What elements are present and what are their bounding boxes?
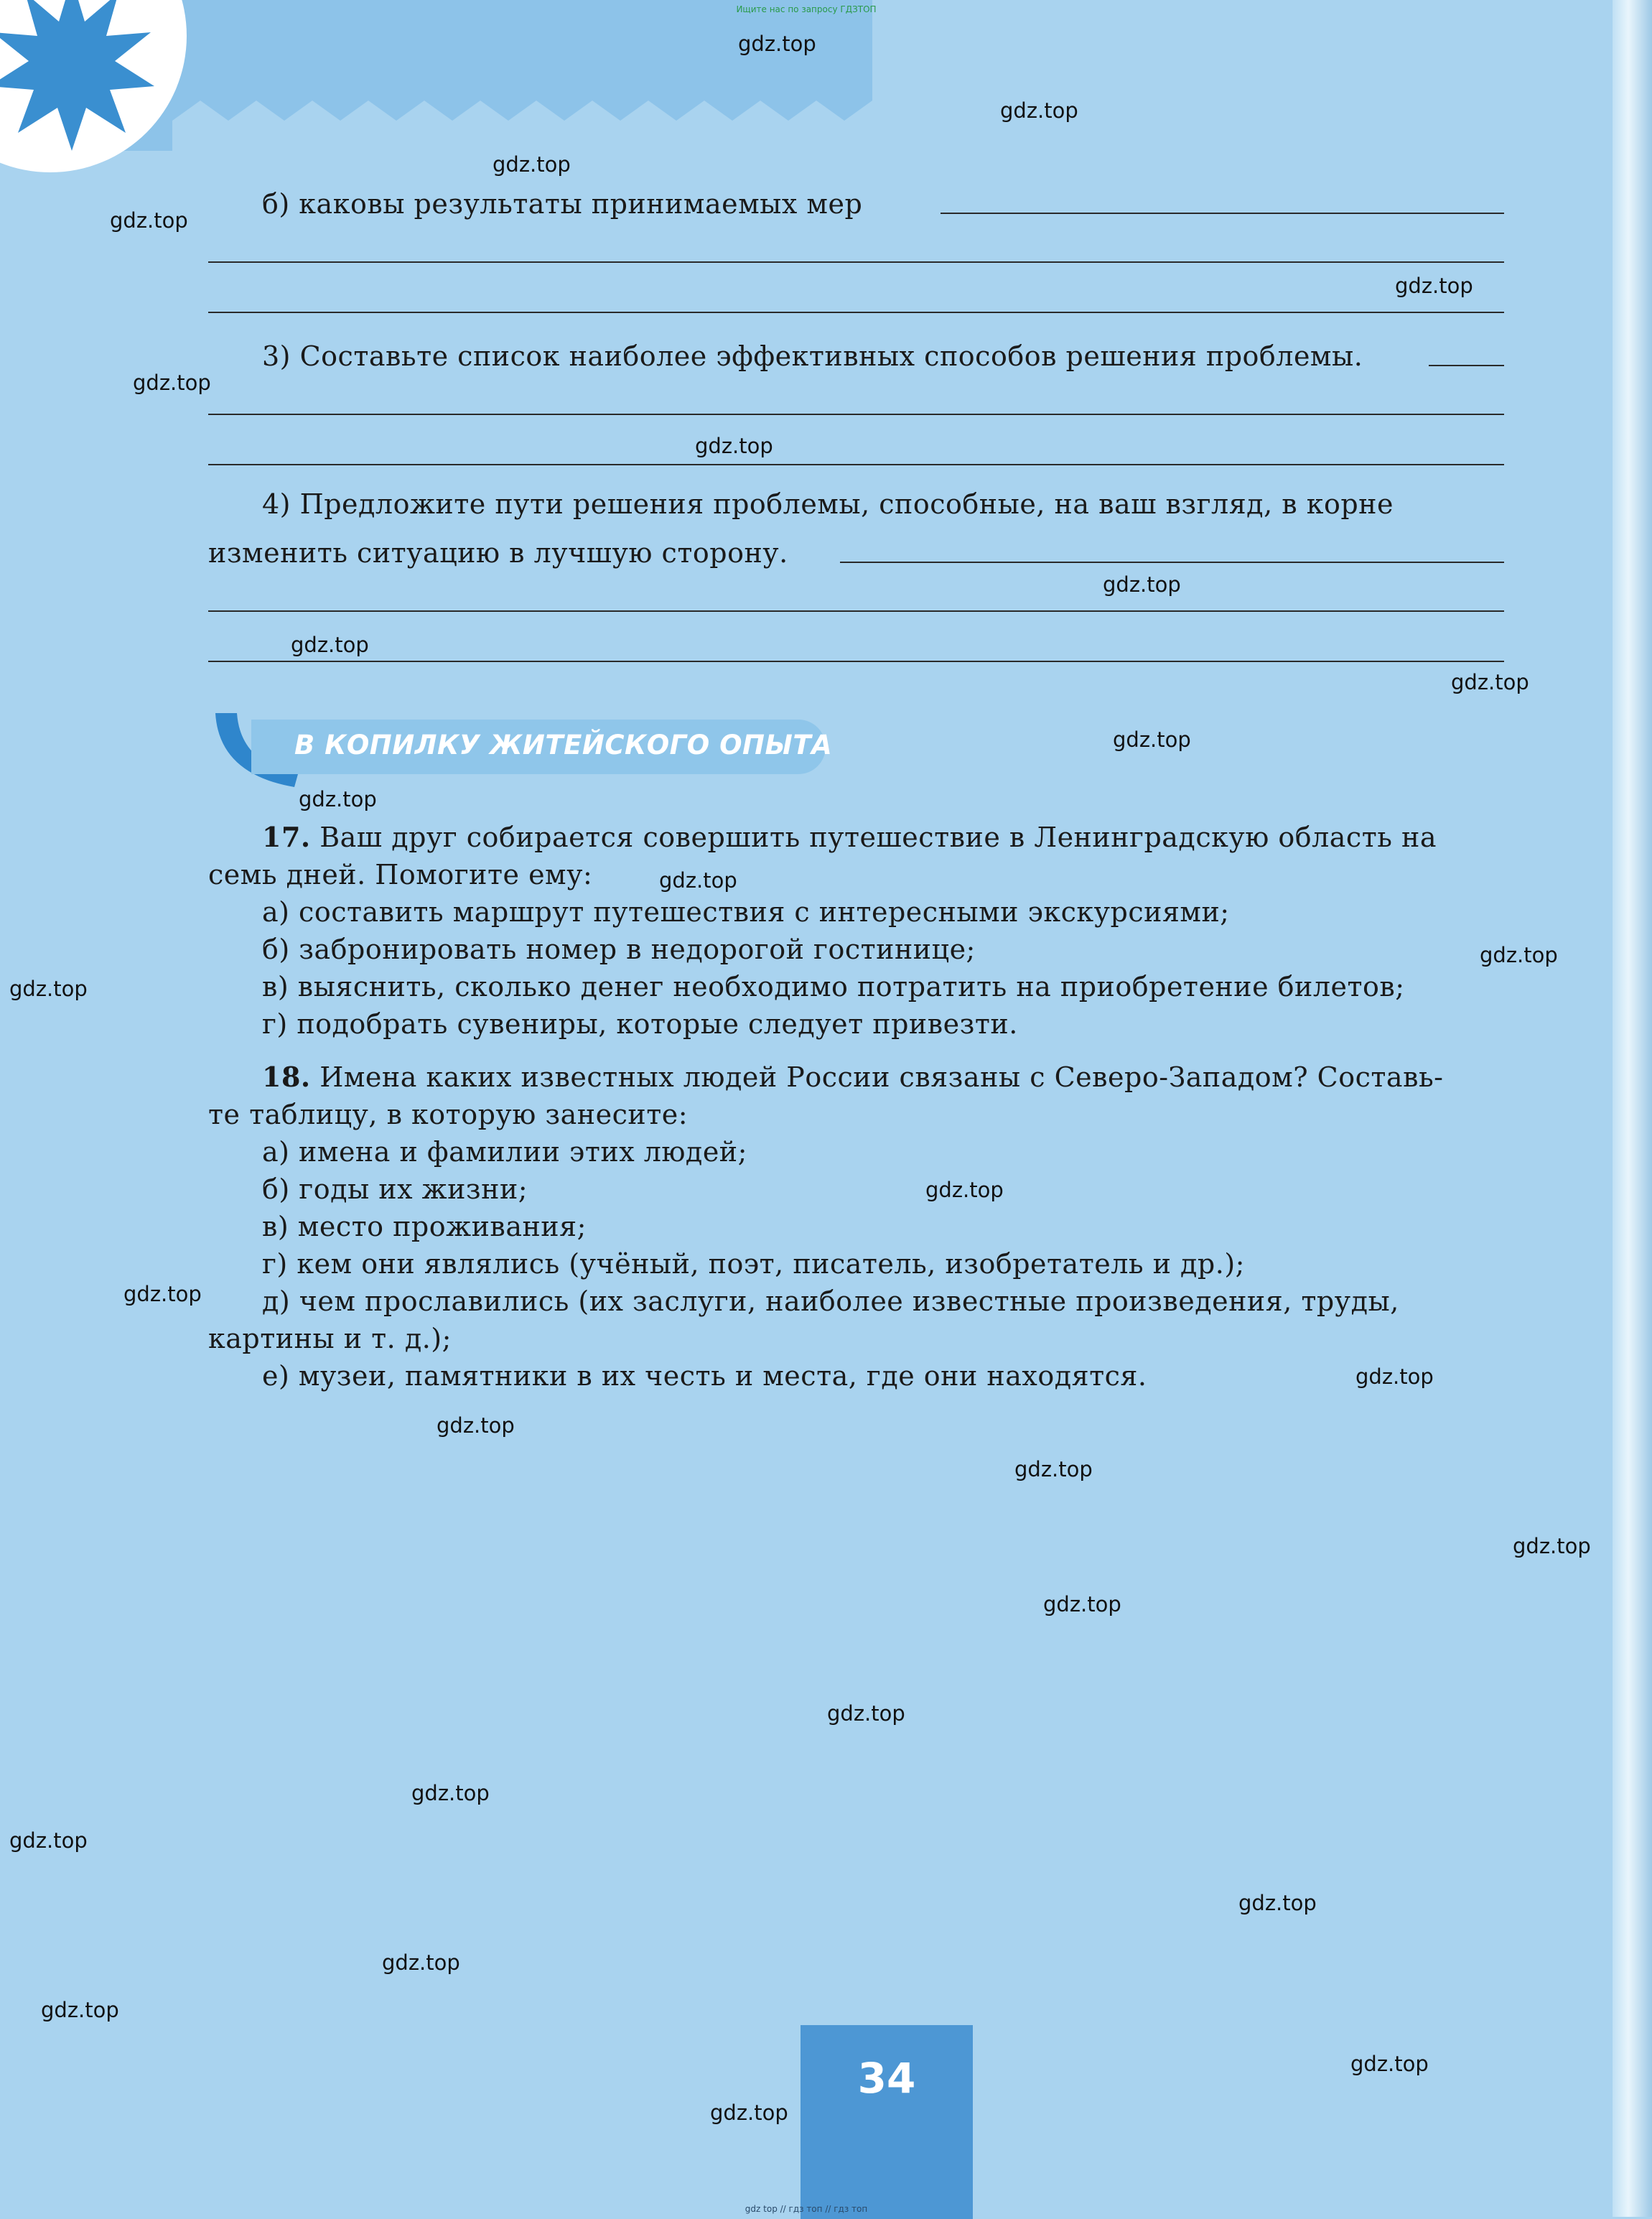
watermark: gdz.top — [1513, 1534, 1591, 1558]
task-line-b: б) каковы результаты принимаемых мер — [262, 188, 863, 220]
watermark: gdz.top — [110, 208, 188, 233]
task-17-line-1 — [262, 819, 1437, 856]
watermark: gdz.top — [291, 633, 369, 657]
answer-line — [941, 213, 1504, 214]
watermark: gdz.top — [1103, 572, 1181, 597]
watermark: gdz.top — [123, 1282, 202, 1306]
watermark: gdz.top — [133, 371, 211, 395]
task-17-item-c: в) выяснить, сколько денег необходимо потратить на приобретение билетов; — [262, 971, 1405, 1002]
watermark: gdz.top — [1480, 943, 1558, 967]
watermark: gdz.top — [1355, 1364, 1434, 1389]
answer-line — [208, 414, 1504, 415]
watermark: gdz.top — [1350, 2052, 1429, 2076]
answer-line — [208, 261, 1504, 263]
watermark: gdz.top — [9, 977, 88, 1001]
watermark: gdz.top — [9, 1828, 88, 1853]
task-line-3: 3) Составьте список наиболее эффективных способов решения проблемы. — [262, 340, 1363, 372]
watermark: gdz.top — [1014, 1457, 1093, 1481]
task-17-text: Ваш друг собирается совершить путешествие в Ленинградскую область на — [319, 822, 1437, 853]
watermark: gdz.top — [411, 1781, 490, 1805]
task-18-item-b: б) годы их жизни; — [262, 1173, 528, 1205]
task-18-text: Имена каких известных людей России связаны с Северо-Западом? Составь- — [319, 1061, 1444, 1093]
watermark: gdz.top — [1451, 670, 1529, 694]
footer-note: gdz top // гдз топ // гдз топ — [745, 2204, 868, 2214]
task-18-item-c: в) место проживания; — [262, 1211, 587, 1242]
watermark: gdz.top — [1113, 727, 1191, 752]
watermark: gdz.top — [1395, 274, 1473, 298]
task-line-4a: 4) Предложите пути решения проблемы, способные, на ваш взгляд, в корне — [262, 488, 1394, 520]
watermark: gdz.top — [493, 152, 571, 177]
task-17-item-a: а) составить маршрут путешествия с интересными экскурсиями; — [262, 896, 1230, 928]
section-banner — [208, 710, 833, 796]
task-18-line-2: те таблицу, в которую занесите: — [208, 1099, 689, 1130]
watermark: gdz.top — [827, 1701, 905, 1726]
watermark: gdz.top — [437, 1413, 515, 1438]
answer-line — [1429, 365, 1504, 366]
answer-line — [208, 312, 1504, 313]
answer-line — [208, 464, 1504, 465]
task-17-line-2: семь дней. Помогите ему: — [208, 859, 593, 890]
answer-line — [208, 610, 1504, 612]
watermark: gdz.top — [695, 434, 773, 458]
task-line-4b: изменить ситуацию в лучшую сторону. — [208, 537, 788, 569]
task-17-item-b: б) забронировать номер в недорогой гостинице; — [262, 934, 976, 965]
watermark: gdz.top — [41, 1998, 119, 2022]
header-note: Ищите нас по запросу ГДЗТОП — [736, 4, 877, 14]
task-18-line-1 — [262, 1059, 1444, 1096]
task-18-item-d: г) кем они являлись (учёный, поэт, писатель, изобретатель и др.); — [262, 1248, 1245, 1280]
star-burst-icon — [0, 0, 165, 158]
watermark: gdz.top — [659, 868, 737, 893]
answer-line — [840, 562, 1504, 563]
book-spine — [1613, 0, 1652, 2217]
task-17-item-d: г) подобрать сувениры, которые следует привезти. — [262, 1008, 1018, 1040]
watermark: gdz.top — [1238, 1891, 1317, 1915]
task-18-number: 18. — [262, 1061, 311, 1093]
watermark: gdz.top — [925, 1178, 1004, 1202]
watermark: gdz.top — [710, 2101, 788, 2125]
task-18-item-f: е) музеи, памятники в их честь и места, где они находятся. — [262, 1360, 1147, 1392]
page-number: 34 — [857, 2054, 916, 2103]
task-18-item-e-cont: картины и т. д.); — [208, 1323, 452, 1354]
watermark: gdz.top — [382, 1950, 460, 1975]
task-18-item-e: д) чем прославились (их заслуги, наиболее известные произведения, труды, — [262, 1285, 1399, 1317]
section-banner-title: В КОПИЛКУ ЖИТЕЙСКОГО ОПЫТА — [294, 730, 833, 760]
answer-line — [208, 661, 1504, 662]
watermark: gdz.top — [299, 787, 377, 811]
watermark: gdz.top — [1043, 1592, 1121, 1616]
watermark: gdz.top — [738, 32, 816, 56]
task-18-item-a: а) имена и фамилии этих людей; — [262, 1136, 747, 1168]
watermark: gdz.top — [1000, 98, 1078, 123]
task-17-number: 17. — [262, 821, 311, 853]
